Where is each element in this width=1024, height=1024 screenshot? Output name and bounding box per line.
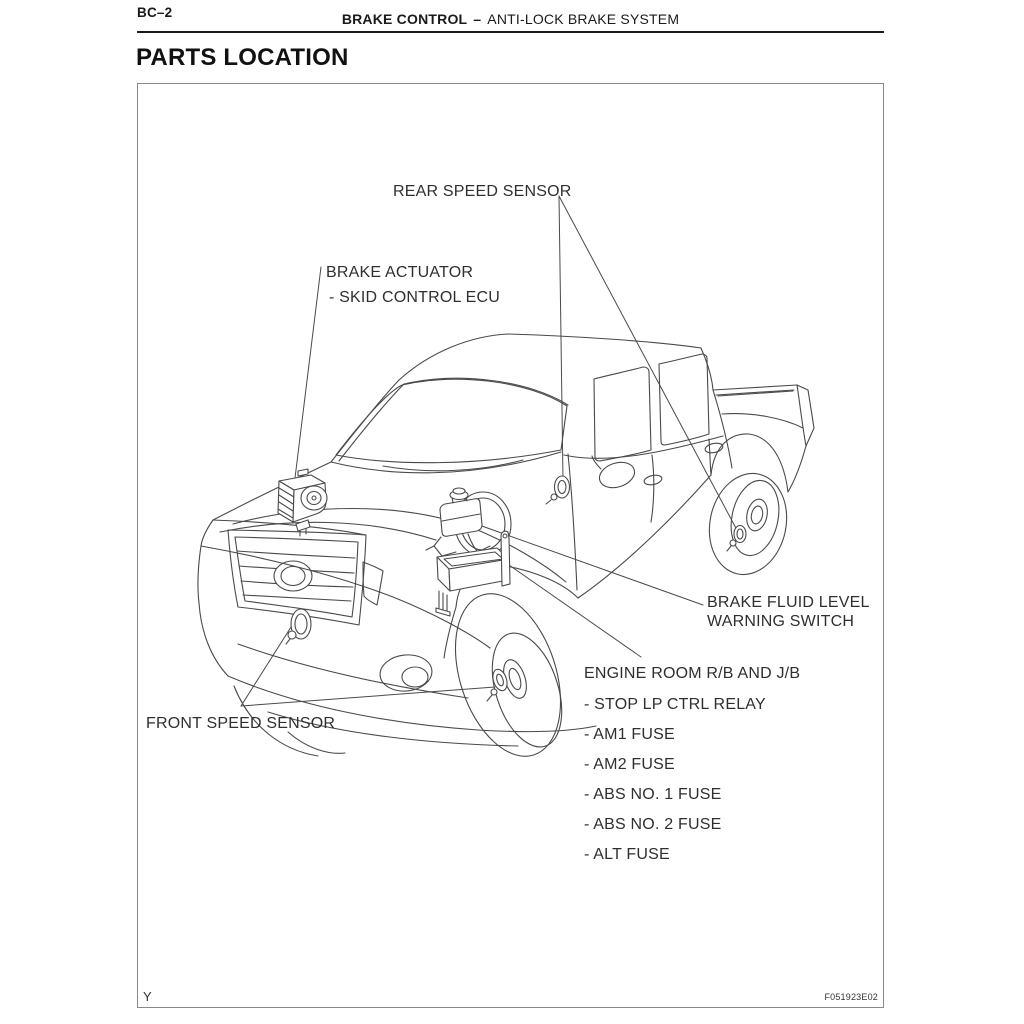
page-number: BC–2 [137,5,173,20]
bed-rail-inner [716,390,794,395]
rear-wheel-arch [711,434,788,492]
front-door-window [594,367,651,461]
rear-wheel-sensor-wire [727,546,731,551]
label-skid-control-ecu: - SKID CONTROL ECU [329,289,501,306]
roof-line [399,334,701,380]
rear-wheel-sensor-pigtail [730,540,736,546]
label-brake-fluid-line1: BRAKE FLUID LEVEL [707,594,870,611]
rear-wheel-sensor-ring [734,526,746,543]
leader-brake-fluid-switch [479,525,703,605]
section-title-bold: BRAKE CONTROL [341,11,468,27]
front-sensor-wire [286,639,290,644]
label-brake-fluid-line2: WARNING SWITCH [707,613,855,630]
front-bumper-sensor [286,609,311,644]
wiper-arc [383,460,523,471]
abs-connector [296,520,310,531]
engine-room-item: - ABS NO. 1 FUSE [584,786,722,803]
rear-hub [744,497,770,532]
leader-engine-room [509,565,641,657]
door-cut-mid [651,455,654,522]
front-wheel [436,580,579,769]
bed-rail [713,385,797,390]
airdam-line [238,644,468,698]
grille-hood-seam [213,520,366,535]
figure-footer-marker: Y [143,989,152,1004]
master-cylinder-assembly [426,488,511,556]
engine-room-item: - ABS NO. 2 FUSE [584,816,722,833]
engine-room-item: - AM2 FUSE [584,756,675,773]
grille-slat-4 [243,595,351,601]
abs-top-cap [298,469,308,476]
mc-snout [426,546,434,550]
bumper-left-edge [198,520,213,603]
label-brake-actuator: BRAKE ACTUATOR [326,264,474,281]
fog-lamp-inner [402,667,428,687]
bumper-corner [199,603,228,676]
engine-room-item: - STOP LP CTRL RELAY [584,696,766,713]
section-header [137,11,884,27]
a-pillar [331,380,399,462]
door-cut-front [568,454,577,590]
tailgate-inner [797,385,806,446]
label-rear-speed-sensor: REAR SPEED SENSOR [393,183,572,200]
header-rule [137,31,884,33]
abs-pump-motor [301,486,327,510]
a-pillar-inner [339,384,404,461]
cab-sensor-wire [546,500,551,504]
engine-room-item: - ALT FUSE [584,846,670,863]
headlight [363,562,383,605]
cab-sensor-ring [555,476,570,498]
door-handle-rear [704,442,723,455]
bed-inner-line [718,391,793,396]
figure-code: F051923E02 [824,992,878,1002]
rear-wheel [700,466,796,582]
bed-side-crease [722,414,803,428]
section-title-rest: ANTI-LOCK BRAKE SYSTEM [487,11,680,27]
label-engine-room-title: ENGINE ROOM R/B AND J/B [584,665,801,682]
front-wheel-sensor-pigtail [491,689,497,695]
engine-room-rb-jb [436,531,510,616]
reservoir-cap-top [453,488,465,494]
fusebox-bracket [501,531,510,586]
page-title: PARTS LOCATION [136,44,349,71]
leader-brake-actuator [295,267,321,478]
cab-sensor-pigtail [551,494,557,500]
label-front-speed-sensor: FRONT SPEED SENSOR [146,715,336,732]
bed-bottom [788,446,806,492]
section-title-separator: – [473,11,482,27]
brake-actuator-unit [278,469,327,536]
side-mirror [596,458,638,492]
truck-line-art [138,84,885,1009]
rocker-sill [578,475,711,598]
leader-rear-speed-sensor-2 [559,196,738,532]
front-wheel-sensor-wire [487,695,492,701]
door-handle-front [643,474,662,487]
engine-room-item: - AM1 FUSE [584,726,675,743]
mc-body [434,537,456,556]
tailgate [797,385,814,446]
windshield-header [404,378,568,405]
figure-box [137,83,884,1008]
cab-step-sensor [546,476,570,504]
engine-room-item-list [584,696,766,876]
beltline [564,436,723,458]
front-sensor-pigtail [288,631,296,639]
